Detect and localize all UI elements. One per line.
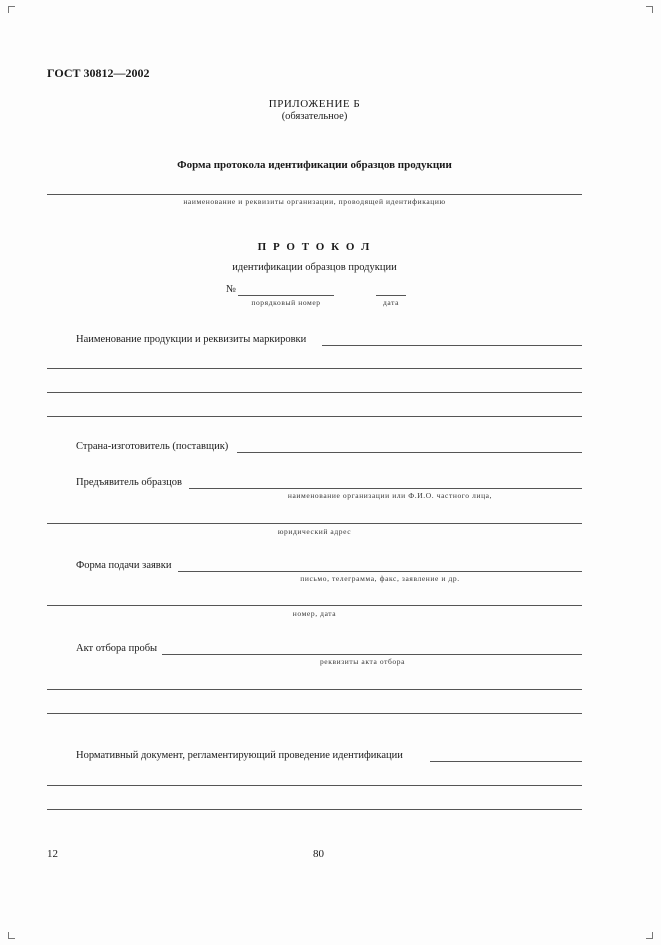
request-form-line[interactable] <box>178 571 582 572</box>
sampling-act-caption: реквизиты акта отбора <box>319 657 406 666</box>
org-caption: наименование и реквизиты организации, проводящей идентификацию <box>183 197 446 206</box>
product-line-1[interactable] <box>322 345 582 346</box>
sampling-act-line[interactable] <box>162 654 582 655</box>
request-form-label: Форма подачи заявки <box>76 560 172 571</box>
normative-doc-line-3[interactable] <box>47 809 582 810</box>
presenter-label: Предъявитель образцов <box>76 477 182 488</box>
protocol-subtitle: идентификации образцов продукции <box>232 262 397 273</box>
crop-mark-top-right <box>646 6 653 13</box>
page-number-left: 12 <box>47 848 58 860</box>
product-line-4[interactable] <box>47 416 582 417</box>
number-date-line[interactable] <box>47 605 582 606</box>
address-line[interactable] <box>47 523 582 524</box>
normative-doc-line-1[interactable] <box>430 761 582 762</box>
page-number-center: 80 <box>313 848 324 860</box>
number-sign: № <box>226 284 237 295</box>
crop-mark-bottom-right <box>646 932 653 939</box>
product-line-3[interactable] <box>47 392 582 393</box>
sampling-line-3[interactable] <box>47 713 582 714</box>
country-label: Страна-изготовитель (поставщик) <box>76 441 229 452</box>
normative-doc-label: Нормативный документ, регламентирующий проведение идентификации <box>76 750 403 761</box>
crop-mark-bottom-left <box>8 932 15 939</box>
normative-doc-line-2[interactable] <box>47 785 582 786</box>
form-title: Форма протокола идентификации образцов продукции <box>177 159 452 171</box>
appendix-status: (обязательное) <box>281 111 348 122</box>
number-line[interactable] <box>238 295 334 296</box>
date-line[interactable] <box>376 295 406 296</box>
sampling-line-2[interactable] <box>47 689 582 690</box>
crop-mark-top-left <box>8 6 15 13</box>
product-line-2[interactable] <box>47 368 582 369</box>
date-caption: дата <box>382 298 400 307</box>
sampling-act-label: Акт отбора пробы <box>76 643 158 654</box>
presenter-caption: наименование организации или Ф.И.О. частного лица, <box>287 491 493 500</box>
appendix-title: ПРИЛОЖЕНИЕ Б <box>268 98 361 110</box>
presenter-line[interactable] <box>189 488 582 489</box>
protocol-title: П Р О Т О К О Л <box>257 241 372 253</box>
product-label: Наименование продукции и реквизиты маркировки <box>76 334 307 345</box>
standard-header: ГОСТ 30812—2002 <box>47 66 150 80</box>
org-line <box>47 194 582 195</box>
number-caption: порядковый номер <box>251 298 321 307</box>
country-line[interactable] <box>237 452 582 453</box>
address-caption: юридический адрес <box>277 527 352 536</box>
request-form-caption: письмо, телеграмма, факс, заявление и др. <box>300 574 460 583</box>
number-date-caption: номер, дата <box>292 609 337 618</box>
